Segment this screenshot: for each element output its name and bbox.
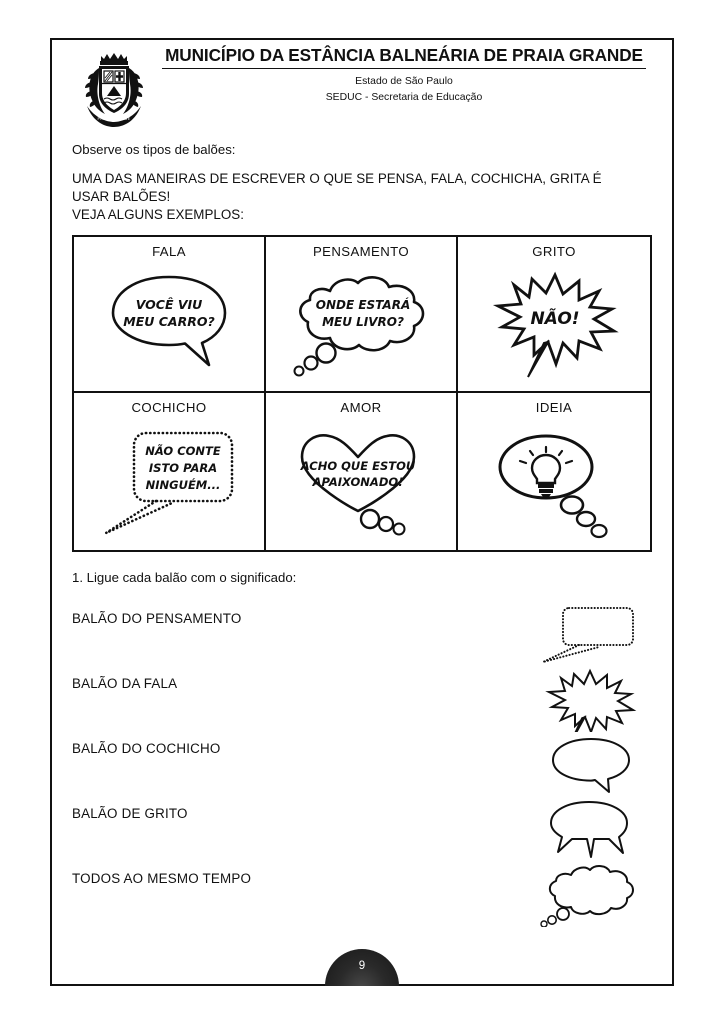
page-number: 9 — [358, 959, 366, 972]
worksheet-page — [50, 38, 674, 986]
match-label-cochicho[interactable]: BALÃO DO COCHICHO — [72, 741, 221, 757]
match-shape-dotted-whisper-balloon-icon[interactable] — [534, 602, 644, 667]
thought-cloud-balloon-icon — [266, 259, 456, 391]
example-title: AMOR — [340, 400, 382, 416]
example-title: GRITO — [532, 244, 576, 260]
match-shape-thought-cloud-balloon-icon[interactable] — [534, 862, 644, 927]
burst-shout-balloon-icon — [458, 259, 650, 391]
balloon-line-1: NÃO! — [530, 309, 580, 330]
balloon-line-2: ISTO PARA — [148, 461, 218, 476]
title-divider — [162, 68, 646, 70]
heart-balloon-icon — [266, 415, 456, 550]
example-title: COCHICHO — [131, 400, 207, 416]
page-header — [72, 40, 652, 128]
example-cell-fala — [74, 237, 266, 393]
match-shape-burst-shout-balloon-icon[interactable] — [534, 667, 644, 732]
match-label-pensamento[interactable]: BALÃO DO PENSAMENTO — [72, 611, 242, 627]
coat-of-arms-icon — [72, 46, 156, 128]
example-title: FALA — [152, 244, 186, 260]
match-label-grito[interactable]: BALÃO DE GRITO — [72, 806, 188, 822]
match-shapes-column — [534, 602, 644, 927]
match-shape-oval-speech-balloon-icon[interactable] — [534, 732, 644, 797]
balloon-line-1: VOCÊ VIU — [135, 297, 203, 313]
balloon-line-2: MEU LIVRO? — [322, 315, 404, 330]
match-shape-multi-tail-balloon-icon[interactable] — [534, 797, 644, 862]
header-subtitle-department: SEDUC - Secretaria de Educação — [325, 91, 483, 103]
intro-prompt: Observe os tipos de balões: — [72, 142, 236, 157]
example-title: IDEIA — [535, 400, 573, 416]
balloon-line-1: ACHO QUE ESTOU — [300, 458, 416, 473]
header-subtitle-state: Estado de São Paulo — [355, 76, 453, 88]
example-cell-cochicho — [74, 393, 266, 550]
intro-section — [72, 142, 652, 223]
intro-body-line-1: UMA DAS MANEIRAS DE ESCREVER O QUE SE PENSA, FALA, COCHICHA, GRITA É — [72, 171, 602, 186]
example-cell-amor — [266, 393, 458, 550]
balloon-line-3: NINGUÉM... — [145, 478, 221, 493]
example-cell-pensamento — [266, 237, 458, 393]
balloon-line-2: APAIXONADO! — [312, 474, 404, 489]
exercise-question: 1. Ligue cada balão com o significado: — [72, 570, 297, 586]
intro-body-line-3: VEJA ALGUNS EXEMPLOS: — [72, 206, 244, 222]
example-cell-ideia — [458, 393, 650, 550]
balloon-line-1: ONDE ESTARÁ — [315, 298, 411, 313]
intro-body-line-2: USAR BALÕES! — [72, 188, 171, 204]
lightbulb-thought-balloon-icon — [458, 415, 650, 550]
balloon-line-1: NÃO CONTE — [145, 444, 221, 459]
example-title: PENSAMENTO — [312, 244, 410, 260]
dotted-whisper-balloon-icon — [74, 415, 264, 550]
exercise-section — [72, 570, 652, 934]
match-label-fala[interactable]: BALÃO DA FALA — [72, 676, 178, 692]
balloon-line-2: MEU CARRO? — [123, 314, 215, 330]
oval-speech-balloon-icon — [74, 259, 264, 391]
example-cell-grito — [458, 237, 650, 393]
balloon-examples-table — [72, 235, 652, 552]
page-title: MUNICÍPIO DA ESTÂNCIA BALNEÁRIA DE PRAIA GRANDE — [165, 45, 643, 65]
svg-text:PRAIA GRANDE: PRAIA GRANDE — [97, 117, 131, 121]
match-label-todos[interactable]: TODOS AO MESMO TEMPO — [72, 871, 252, 887]
